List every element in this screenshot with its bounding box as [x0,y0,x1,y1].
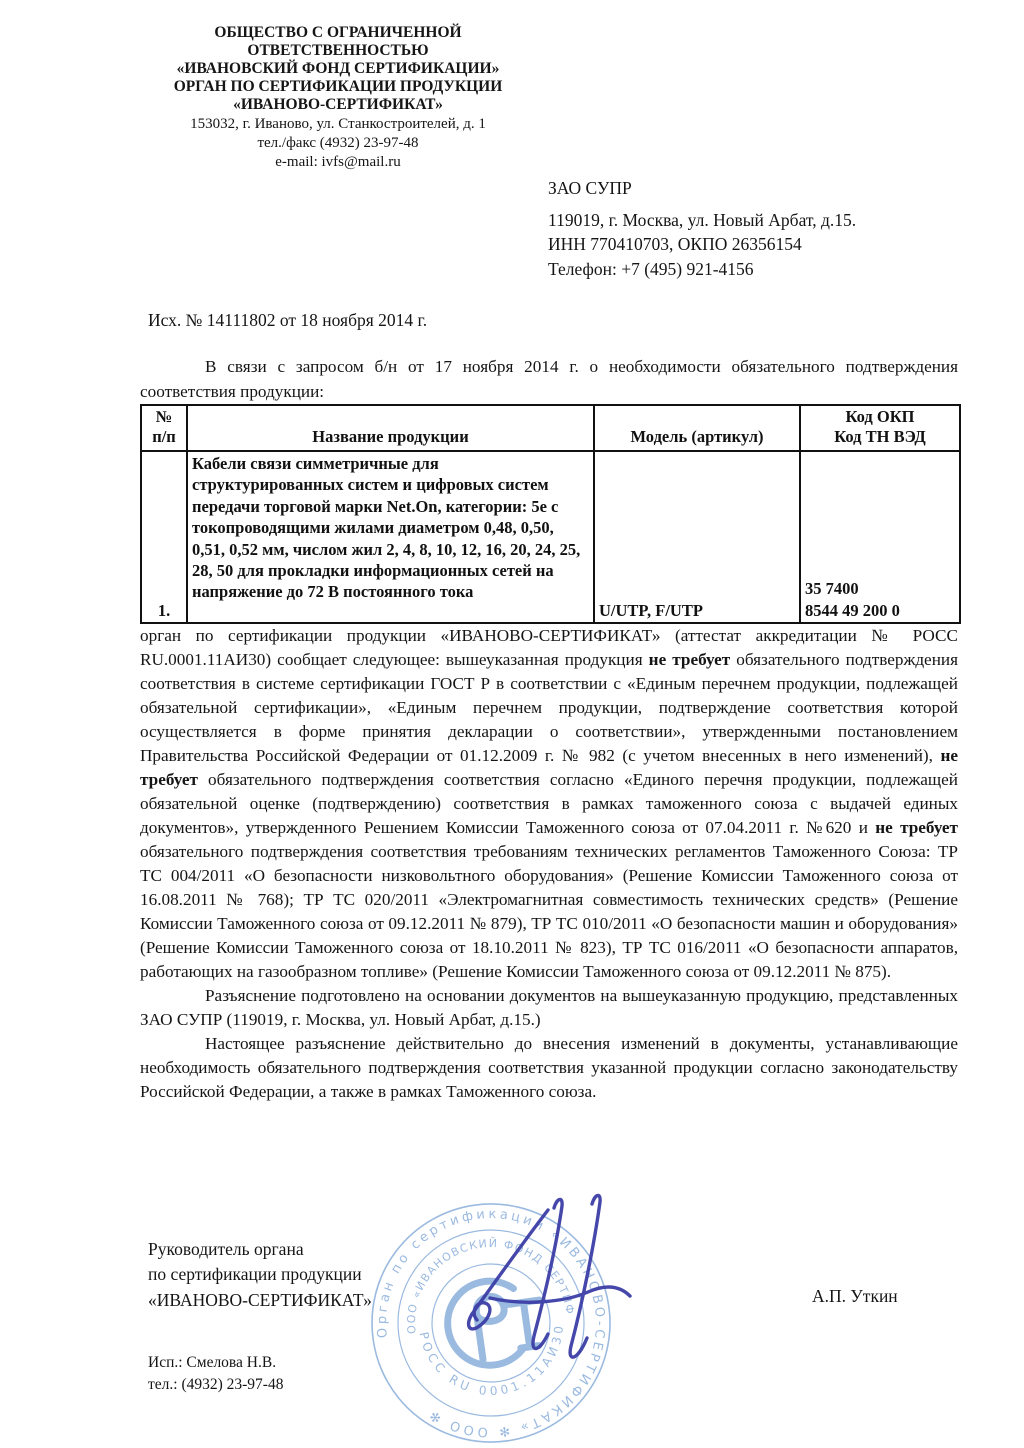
executor-name: Исп.: Смелова Н.В. [148,1354,277,1371]
col-header-codes [800,405,960,451]
stamp-ring-bottom-text: РОСС RU 0001.11АИ30 [416,1321,567,1399]
code-tnved: 8544 49 200 0 [805,600,900,620]
executor-phone: тел.: (4932) 23-97-48 [148,1376,284,1393]
letterhead-org-line: «ИВАНОВО-СЕРТИФИКАТ» [233,96,443,113]
letterhead [140,24,536,171]
table-header-row [141,405,960,451]
col-header-name: Название продукции [187,405,594,451]
intro-paragraph: В связи с запросом б/н от 17 ноября 2014 г. о необходимости обязательного подтверждения соответствия продукции: [140,357,958,401]
col-header-num-line1: № [155,407,173,426]
recipient-ids: ИНН 770410703, ОКПО 26356154 [548,234,802,254]
letterhead-org-line: ОТВЕТСТВЕННОСТЬЮ [247,42,429,59]
signer-name: А.П. Уткин [812,1286,898,1306]
signer-role-line: «ИВАНОВО-СЕРТИФИКАТ» [148,1289,372,1310]
col-header-num [141,405,187,451]
recipient-phone: Телефон: +7 (495) 921-4156 [548,258,754,279]
cell-product-name: Кабели связи симметричные для структурированных систем и цифровых систем передачи торговой марки Net.On, категории: 5е с токопроводящими жилами диаметром 0,48, 0,50, 0,51, 0,52 мм, числом жил 2, 4, 8, 10, 12, 16, 20, 24, 25, 28, 50 для прокладки информационных сетей на напряжение до 72 В постоянного тока [187,451,594,623]
letterhead-email: e-mail: ivfs@mail.ru [275,154,401,170]
col-header-model: Модель (артикул) [594,405,800,451]
handwritten-signature [430,1186,670,1386]
recipient-address: 119019, г. Москва, ул. Новый Арбат, д.15. [548,209,857,230]
executor-block [148,1352,283,1396]
body-paragraph-1: орган по сертификации продукции «ИВАНОВО-СЕРТИФИКАТ» (аттестат аккредитации № РОСС RU.0001.11АИ30) сообщает следующее: вышеуказанная продукция не требует обязательного подтверждения соответствия в системе сертификации ГОСТ Р в соответствии с «Единым перечнем продукции, подлежащей обязательной сертификации», «Единым перечнем продукции, подтверждение соответствия которой осуществляется в форме принятия декларации о соответствии», утвержденными постановлением Правительства Российской Федерации от 01.12.2009 г. № 982 (с учетом внесенных в него изменений), не требует обязательного подтверждения соответствия согласно «Единого перечня продукции, подлежащей обязательной оценке (подтверждению) соответствия в рамках таможенного союза с выдачей единых документов», утвержденного Решением Комиссии Таможенного союза от 07.04.2011 г. №620 и не требует обязательного подтверждения соответствия требованиям технических регламентов Таможенного Союза: ТР ТС 004/2011 «О безопасности низковольтного оборудования» (Решение Комиссии Таможенного союза от 16.08.2011 № 768); ТР ТС 020/2011 «Электромагнитная совместимость технических средств» (Решение Комиссии Таможенного союза от 09.12.2011 № 879), ТР ТС 010/2011 «О безопасности машин и оборудования» (Решение Комиссии Таможенного союза от 18.10.2011 № 823), ТР ТС 016/2011 «О безопасности аппаратов, работающих на газообразном топливе» (Решение Комиссии Таможенного союза от 09.12.2011 № 875). [140,626,958,981]
recipient-block [548,176,978,281]
signer-role [148,1237,372,1313]
letterhead-org-line: ОРГАН ПО СЕРТИФИКАЦИИ ПРОДУКЦИИ [173,78,503,95]
products-table [140,404,961,624]
col-header-num-line2: п/п [152,427,176,446]
recipient-name: ЗАО СУПР [548,178,632,198]
signer-role-line: Руководитель органа [148,1239,304,1259]
cell-model: U/UTP, F/UTP [594,451,800,623]
body-paragraph-3: Настоящее разъяснение действительно до внесения изменений в документы, устанавливающие необходимость обязательного подтверждения соответствия указанной продукции согласно законодательству Российской Федерации, а также в рамках Таможенного союза. [140,1034,958,1101]
body-paragraph-2: Разъяснение подготовлено на основании документов на вышеуказанную продукцию, представленных ЗАО СУПР (119019, г. Москва, ул. Новый Арбат, д.15.) [140,986,958,1029]
cell-row-number: 1. [141,451,187,623]
cell-codes [800,451,960,623]
stamp-ring-top-text: ООО «ИВАНОВСКИЙ ФОНД СЕРТИФИКАЦИИ» [404,1236,577,1335]
signer-role-line: по сертификации продукции [148,1264,362,1285]
body-text [140,624,958,1104]
letterhead-phone: тел./факс (4932) 23-97-48 [257,135,419,151]
col-header-tnved: Код ТН ВЭД [834,427,926,446]
table-row [141,451,960,623]
letterhead-org-line: «ИВАНОВСКИЙ ФОНД СЕРТИФИКАЦИИ» [176,60,500,77]
stamp-outer-text: Орган по сертификации «ИВАНОВО-СЕРТИФИКАТ» ✻ ООО ✻ [374,1206,608,1440]
outgoing-number: Исх. № 14111802 от 18 ноября 2014 г. [148,310,428,330]
code-okp: 35 7400 [805,579,859,599]
letterhead-org-line: ОБЩЕСТВО С ОГРАНИЧЕННОЙ [214,24,462,41]
col-header-okp: Код ОКП [845,407,915,426]
letterhead-address: 153032, г. Иваново, ул. Станкостроителей, д. 1 [190,116,486,132]
